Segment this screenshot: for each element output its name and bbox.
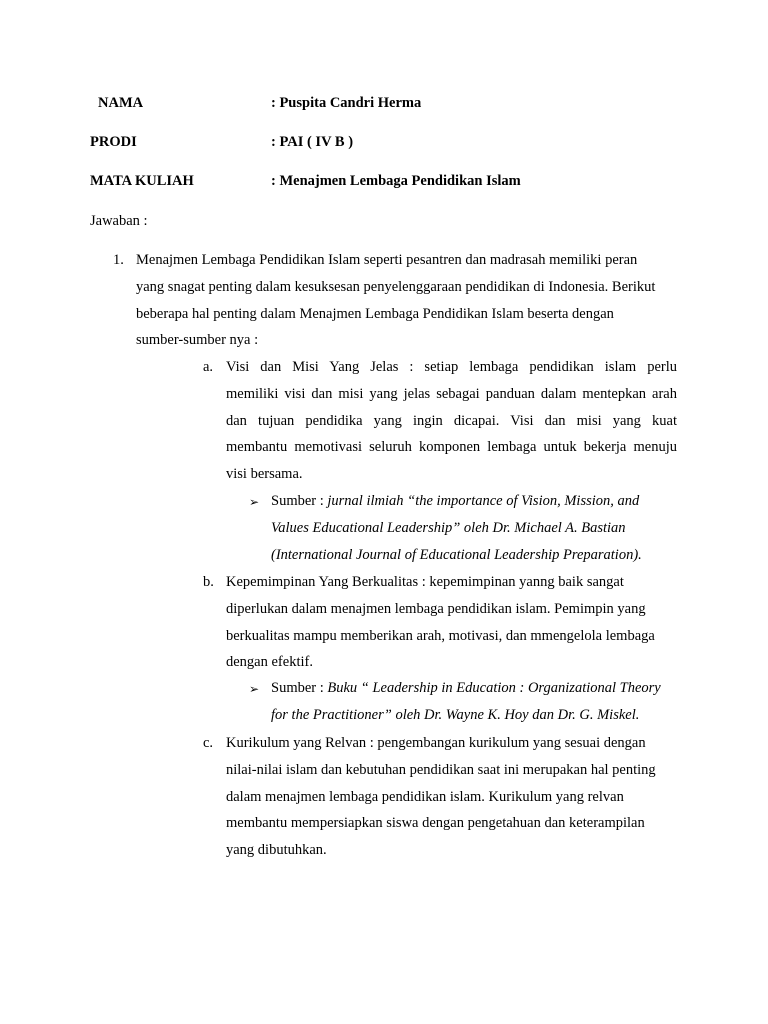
paragraph-line: dan tujuan pendidika yang ingin dicapai. Visi dan misi yang kuat (226, 412, 677, 429)
nama-value: : Puspita Candri Herma (271, 95, 422, 111)
source-b (271, 675, 691, 729)
arrow-bullet-icon: ➢ (249, 682, 260, 696)
paragraph-line: membantu mempersiapkan siswa dengan pengetahuan dan keterampilan (226, 815, 645, 832)
prodi-label: PRODI (90, 134, 137, 150)
source-citation-line: Values Educational Leadership” oleh Dr. Michael A. Bastian (271, 519, 626, 536)
mata-kuliah-value: : Menajmen Lembaga Pendidikan Islam (271, 173, 521, 189)
paragraph-line: Menajmen Lembaga Pendidikan Islam seperti pesantren dan madrasah memiliki peran (136, 252, 638, 268)
subitem-b-marker: b. (203, 574, 214, 590)
source-citation-line: Buku “ Leadership in Education : Organizational Theory (327, 680, 661, 696)
paragraph-line: diperlukan dalam menajmen lembaga pendidikan islam. Pemimpin yang (226, 600, 646, 617)
subitem-a-marker: a. (203, 359, 214, 375)
paragraph-line: nilai-nilai islam dan kebutuhan pendidikan saat ini merupakan hal penting (226, 761, 656, 778)
item-1-paragraph (136, 247, 676, 354)
arrow-bullet-icon: ➢ (249, 495, 260, 509)
paragraph-line: yang dibutuhkan. (226, 842, 327, 859)
paragraph-line: beberapa hal penting dalam Menajmen Lembaga Pendidikan Islam beserta dengan (136, 305, 614, 322)
paragraph-line: memiliki visi dan misi yang jelas sebagai panduan dalam mentepkan arah (226, 385, 677, 402)
paragraph-line: berkualitas mampu memberikan arah, motivasi, dan mmengelola lembaga (226, 627, 655, 644)
nama-label: NAMA (98, 95, 144, 111)
paragraph-line: Kurikulum yang Relvan : pengembangan kurikulum yang sesuai dengan (226, 735, 646, 751)
source-citation-line: (International Journal of Educational Leadership Preparation). (271, 546, 642, 563)
source-a (271, 488, 681, 568)
paragraph-line: sumber-sumber nya : (136, 332, 259, 349)
jawaban-label: Jawaban : (90, 213, 148, 229)
paragraph-line: dalam menajmen lembaga pendidikan islam. Kurikulum yang relvan (226, 788, 624, 805)
subitem-a-paragraph (226, 354, 677, 488)
source-citation-line: jurnal ilmiah “the importance of Vision, Mission, and (327, 493, 640, 509)
paragraph-line: membantu memotivasi seluruh komponen lembaga untuk bekerja menuju (226, 439, 677, 456)
source-prefix: Sumber : (271, 680, 328, 696)
subitem-b-paragraph (226, 569, 677, 676)
prodi-value: : PAI ( IV B ) (271, 134, 354, 150)
source-prefix: Sumber : (271, 493, 328, 509)
paragraph-line: Kepemimpinan Yang Berkualitas : kepemimpinan yanng baik sangat (226, 574, 624, 590)
paragraph-line: dengan efektif. (226, 654, 313, 671)
item-1-number: 1. (113, 252, 124, 268)
subitem-c-paragraph (226, 730, 677, 864)
subitem-c-marker: c. (203, 735, 214, 751)
paragraph-line: visi bersama. (226, 466, 303, 483)
paragraph-line: Visi dan Misi Yang Jelas : setiap lembaga pendidikan islam perlu (226, 359, 677, 375)
mata-kuliah-label: MATA KULIAH (90, 173, 194, 189)
paragraph-line: yang snagat penting dalam kesuksesan penyelenggaraan pendidikan di Indonesia. Berikut (136, 278, 656, 295)
source-citation-line: for the Practitioner” oleh Dr. Wayne K. Hoy dan Dr. G. Miskel. (271, 706, 640, 723)
